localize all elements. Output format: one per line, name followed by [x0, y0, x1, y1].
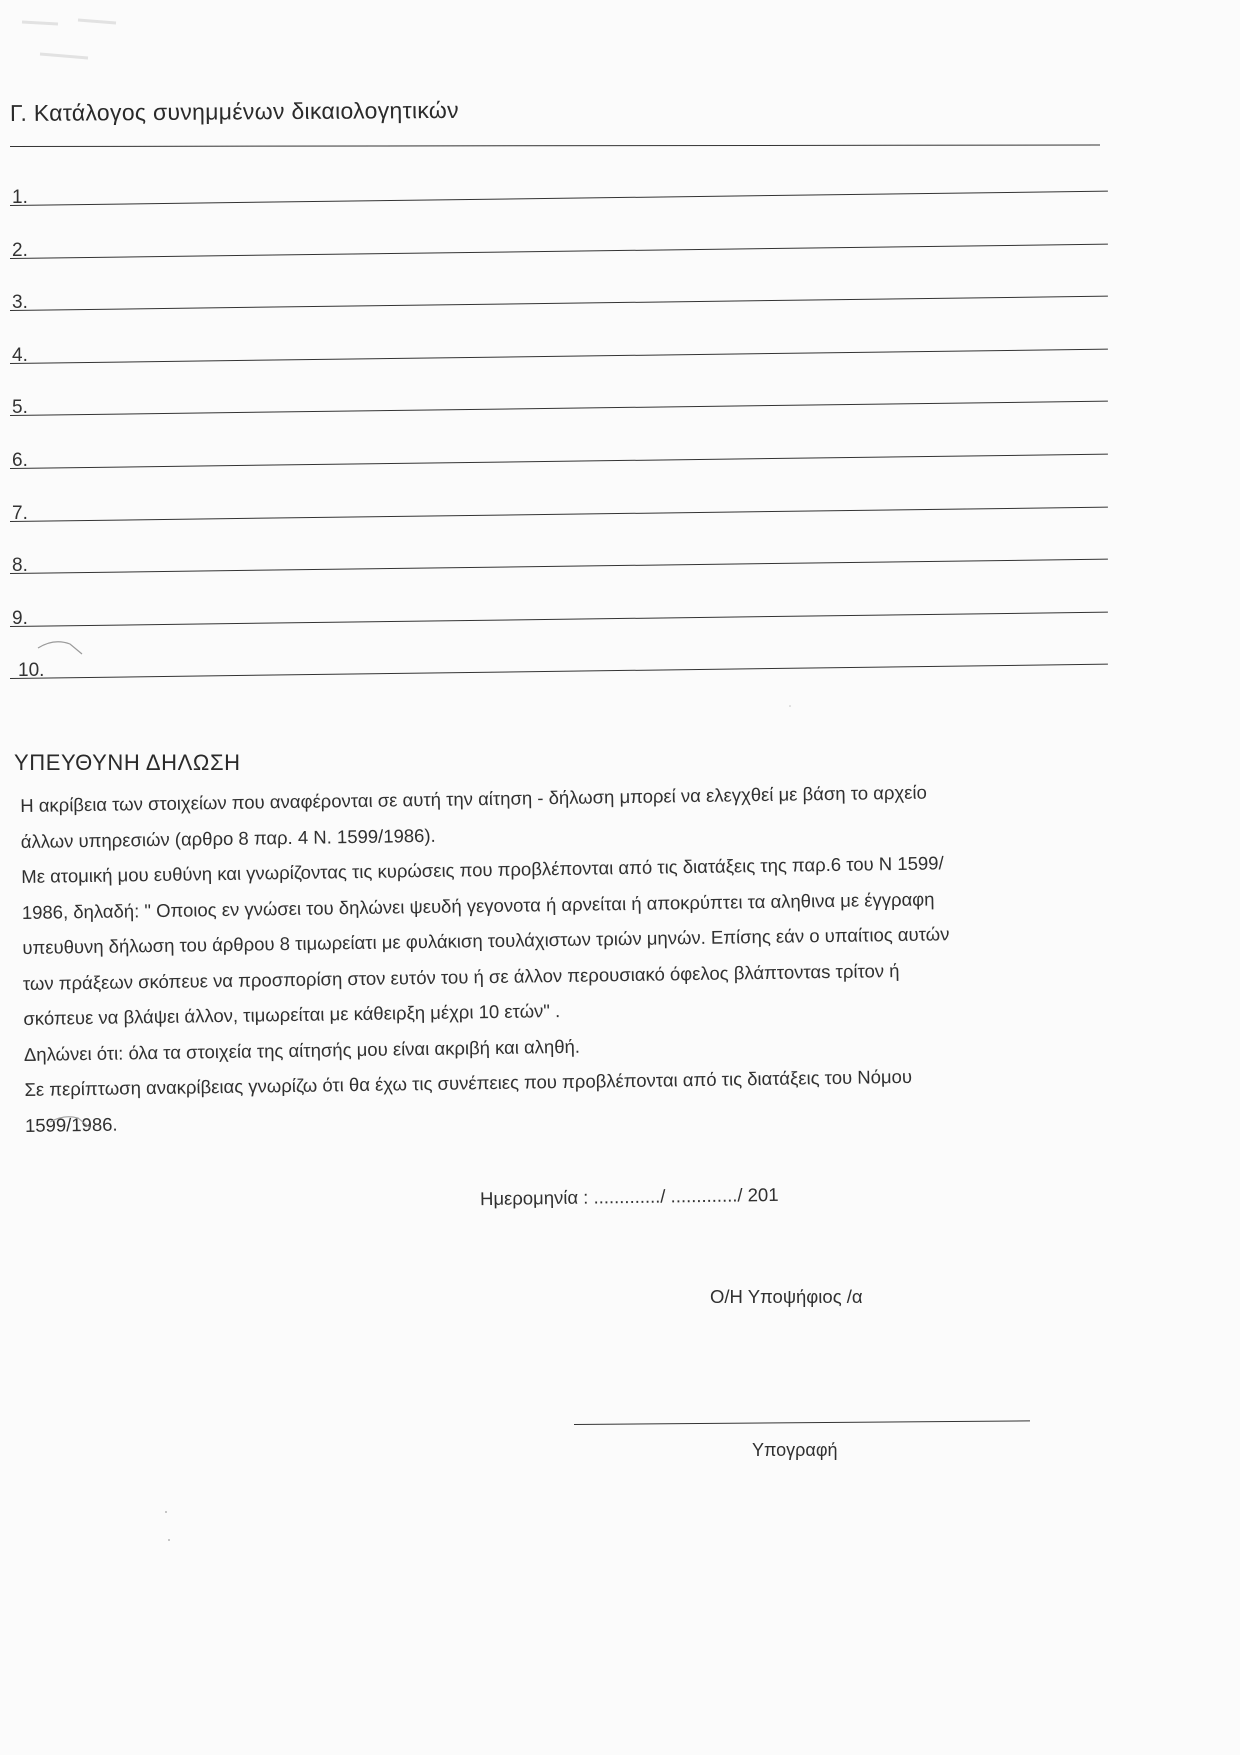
- attachment-row[interactable]: [10, 326, 1110, 379]
- declaration-line: Δηλώνει ότι: όλα τα στοιχεία της αίτησής μου είναι ακριβή και αληθή.: [23, 1035, 581, 1065]
- attachment-line: [10, 191, 1108, 206]
- attachment-line: [10, 296, 1108, 311]
- attachment-row[interactable]: [10, 221, 1110, 274]
- attachments-section-title: Γ. Κατάλογος συνημμένων δικαιολογητικών: [9, 96, 459, 126]
- declaration-line: Με ατομική μου ευθύνη και γνωρίζοντας τις κυρώσεις που προβλέπονται από τις διατάξεις της παρ.6 του Ν 1599/: [21, 852, 944, 887]
- declaration-line: άλλων υπηρεσιών (αρθρο 8 παρ. 4 Ν. 1599/1986).: [20, 824, 436, 852]
- attachment-row[interactable]: [10, 589, 1110, 642]
- declaration-line: Η ακρίβεια των στοιχείων που αναφέρονται σε αυτή την αίτηση - δήλωση μπορεί να ελεγχθεί με βάση το αρχείο: [20, 781, 927, 816]
- scan-artifact-speck: [786, 702, 796, 712]
- declaration-line: των πράξεων σκόπευε να προσπορίση στον ευτόν του ή σε άλλον περουσιακό όφελος βλάπτονταs τρίτον ή: [22, 959, 900, 994]
- scan-artifact-squiggle: [36, 636, 96, 658]
- scan-artifact-squiggle: [48, 1112, 98, 1132]
- attachment-line: [10, 559, 1108, 574]
- date-field[interactable]: Ημερομηνία : ............./ ............./ 201: [479, 1183, 779, 1210]
- declaration-line: σκόπευε να βλάψει άλλον, τιμωρείται με κάθειρξη μέχρι 10 ετών" .: [23, 1000, 561, 1029]
- attachment-line: [10, 611, 1108, 626]
- declaration-line: Σε περίπτωση ανακρίβειας γνωρίζω ότι θα έχω τις συνέπειες που προβλέπονται από τις διατάξεις του Νόμου: [24, 1065, 913, 1100]
- attachment-number: 9.: [12, 607, 28, 629]
- attachment-line: [10, 454, 1108, 469]
- attachment-number: 8.: [12, 555, 28, 577]
- scan-artifact-top: [18, 14, 128, 64]
- declaration-body: [20, 772, 1110, 1143]
- attachment-line: [10, 664, 1108, 679]
- attachment-line: [10, 243, 1108, 258]
- attachment-number: 4.: [12, 344, 28, 366]
- attachment-number: 2.: [12, 239, 28, 261]
- attachment-row[interactable]: [10, 484, 1110, 537]
- attachment-number: 10.: [18, 660, 45, 682]
- attachment-row[interactable]: [10, 273, 1110, 326]
- attachment-row[interactable]: [10, 536, 1110, 589]
- candidate-label: Ο/Η Υποψήφιος /α: [710, 1286, 863, 1307]
- attachment-row[interactable]: [10, 378, 1110, 431]
- attachment-row[interactable]: [10, 431, 1110, 484]
- attachment-number: 1.: [12, 187, 28, 208]
- attachment-row[interactable]: [10, 168, 1110, 221]
- declaration-line: 1599/1986.: [24, 1113, 118, 1136]
- signature-label: Υπογραφή: [752, 1440, 838, 1460]
- attachment-number: 5.: [12, 397, 28, 419]
- declaration-line: 1986, δηλαδή: " Οποιος εν γνώσει του δηλώνει ψευδή γεγονοτα ή αρνείται ή αποκρύπτει τα αληθινα με έγγραφη: [21, 887, 935, 923]
- attachment-number: 7.: [12, 502, 28, 524]
- attachment-number: 3.: [12, 292, 28, 314]
- attachment-number: 6.: [12, 449, 28, 471]
- scan-artifact-specks: [160, 1508, 180, 1548]
- attachment-line: [10, 506, 1108, 521]
- title-underline: [10, 144, 1100, 147]
- declaration-title: ΥΠΕΥΘΥΝΗ ΔΗΛΩΣΗ: [14, 750, 241, 775]
- attachment-line: [10, 348, 1108, 363]
- declaration-line: υπευθυνη δήλωση του άρθρου 8 τιμωρείατι με φυλάκιση τουλάχιστων τριών μηνών. Επίσης εάν ο υπαίτιος αυτών: [22, 923, 950, 958]
- attachments-list: [10, 168, 1110, 694]
- attachment-row[interactable]: [10, 641, 1110, 694]
- signature-line[interactable]: [574, 1420, 1030, 1425]
- attachment-line: [10, 401, 1108, 416]
